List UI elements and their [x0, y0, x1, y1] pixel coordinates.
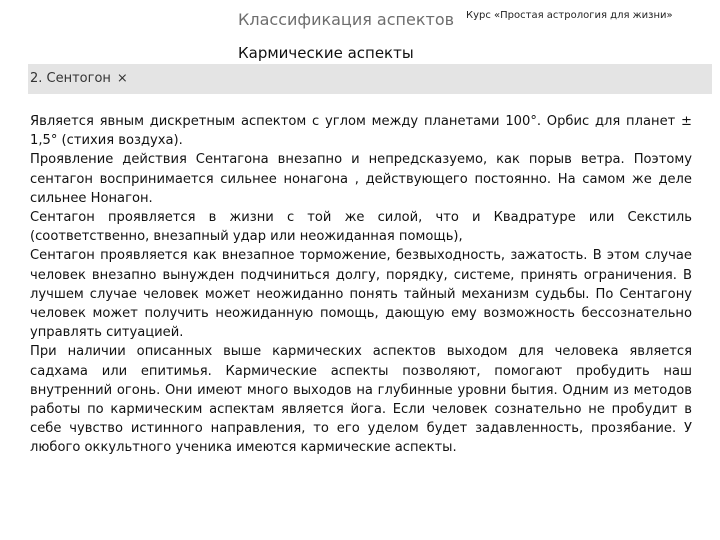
paragraph-definition: Является явным дискретным аспектом с углом между планетами 100°. Орбис для планет ± 1,5° (стихия воздуха). — [30, 114, 692, 149]
page-title: Классификация аспектов — [238, 10, 455, 29]
sentagon-symbol-icon: ⨯ — [116, 71, 128, 86]
paragraph-manifestation: Проявление действия Сентагона внезапно и непредсказуемо, как порыв ветра. Поэтому сентагон воспринимается сильнее нонагона , действующего постоянно. На самом же деле сильнее Нонагон. — [30, 152, 692, 206]
paragraph-karmic-exit: При наличии описанных выше кармических аспектов выходом для человека является садхама или епитимья. Кармические аспекты позволяют, помогают пробудить наш внутренний огонь. Они имеют много выходов на глубинные уровни бытия. Одним из методов работы по кармическим аспектам является йога. Если человек сознательно не пробудит в себе чувство истинного направления, то его уделом будет задавленность, прозябание. У любого оккультного ученика имеются кармические аспекты. — [30, 344, 692, 456]
course-label: Курс «Простая астрология для жизни» — [466, 10, 673, 21]
section-heading — [30, 71, 128, 86]
section-heading-label: 2. Сентогон — [30, 71, 111, 86]
paragraph-strength: Сентагон проявляется в жизни с той же силой, что и Квадратуре или Секстиль (соответственно, внезапный удар или неожиданная помощь), — [30, 210, 692, 245]
body-text — [30, 112, 692, 458]
slide-subtitle: Кармические аспекты — [238, 44, 414, 62]
section-band — [28, 64, 712, 94]
paragraph-effects: Сентагон проявляется как внезапное торможение, безвыходность, зажатость. В этом случае человек внезапно вынужден подчиниться долгу, порядку, системе, принять ограничения. В лучшем случае человек может неожиданно понять тайный механизм судьбы. По Сентагону человек может получить неожиданную помощь, дающую ему возможность бессознательно управлять ситуацией. — [30, 248, 692, 341]
